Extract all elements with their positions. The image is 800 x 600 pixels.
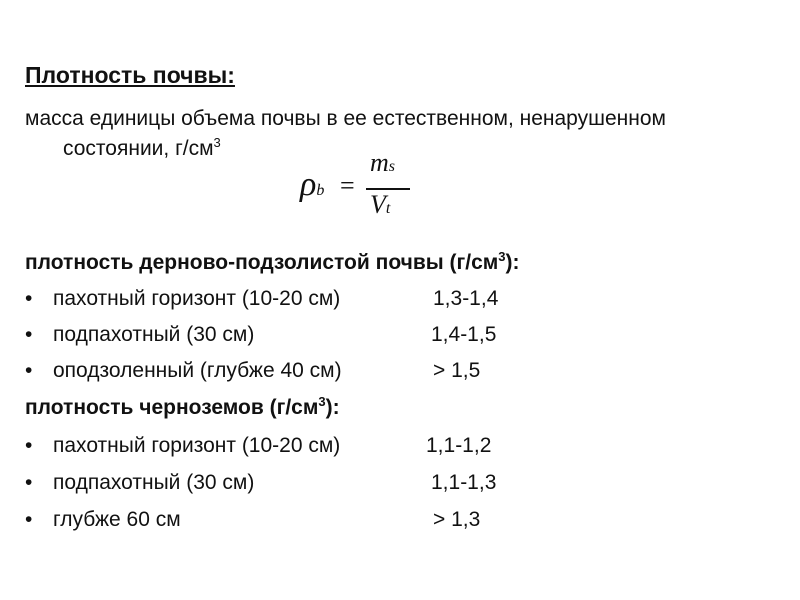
formula-numerator-subscript: s bbox=[388, 158, 396, 175]
list-item-value: 1,4-1,5 bbox=[431, 323, 497, 346]
list-item-value: 1,1-1,3 bbox=[431, 471, 497, 494]
formula-equals: = bbox=[340, 171, 355, 200]
list-item-label: глубже 60 см bbox=[53, 508, 181, 531]
section-sod-podzolic-heading bbox=[25, 251, 520, 275]
list-item-label: подпахотный (30 см) bbox=[53, 323, 255, 346]
section-chernozem-heading bbox=[25, 396, 340, 420]
bullet: • bbox=[25, 323, 33, 346]
list-item-label: пахотный горизонт (10-20 см) bbox=[53, 434, 341, 457]
bullet: • bbox=[25, 508, 33, 531]
definition-unit: состоянии, г/см bbox=[63, 137, 214, 160]
bullet: • bbox=[25, 287, 33, 310]
density-formula bbox=[298, 148, 416, 228]
page-title: Плотность почвы: bbox=[25, 62, 235, 88]
definition-line-2 bbox=[63, 137, 221, 161]
section-chernozem-heading-text: плотность черноземов (г/см bbox=[25, 396, 319, 419]
formula-denominator-symbol: V bbox=[370, 190, 386, 219]
formula-rho-subscript: b bbox=[316, 182, 325, 199]
definition-unit-superscript: 3 bbox=[213, 135, 221, 150]
definition-line-1: масса единицы объема почвы в ее естественном, ненарушенном bbox=[25, 107, 666, 130]
section-chernozem-heading-end: ): bbox=[325, 396, 340, 419]
formula-rho bbox=[300, 166, 324, 204]
list-item-value: 1,1-1,2 bbox=[426, 434, 492, 457]
section-sod-podzolic-heading-superscript: 3 bbox=[498, 249, 506, 264]
list-item-value: > 1,5 bbox=[433, 359, 481, 382]
list-item-label: оподзоленный (глубже 40 см) bbox=[53, 359, 342, 382]
list-item-label: пахотный горизонт (10-20 см) bbox=[53, 287, 341, 310]
section-chernozem-heading-superscript: 3 bbox=[318, 394, 326, 409]
formula-denominator bbox=[370, 190, 390, 220]
bullet: • bbox=[25, 359, 33, 382]
bullet: • bbox=[25, 471, 33, 494]
list-item-label: подпахотный (30 см) bbox=[53, 471, 255, 494]
formula-numerator bbox=[370, 148, 395, 178]
bullet: • bbox=[25, 434, 33, 457]
formula-rho-symbol: ρ bbox=[300, 166, 317, 203]
formula-numerator-symbol: m bbox=[370, 148, 389, 177]
list-item-value: 1,3-1,4 bbox=[433, 287, 499, 310]
list-item-value: > 1,3 bbox=[433, 508, 481, 531]
section-sod-podzolic-heading-end: ): bbox=[505, 251, 520, 274]
formula-denominator-subscript: t bbox=[385, 200, 391, 217]
section-sod-podzolic-heading-text: плотность дерново-подзолистой почвы (г/см bbox=[25, 251, 499, 274]
